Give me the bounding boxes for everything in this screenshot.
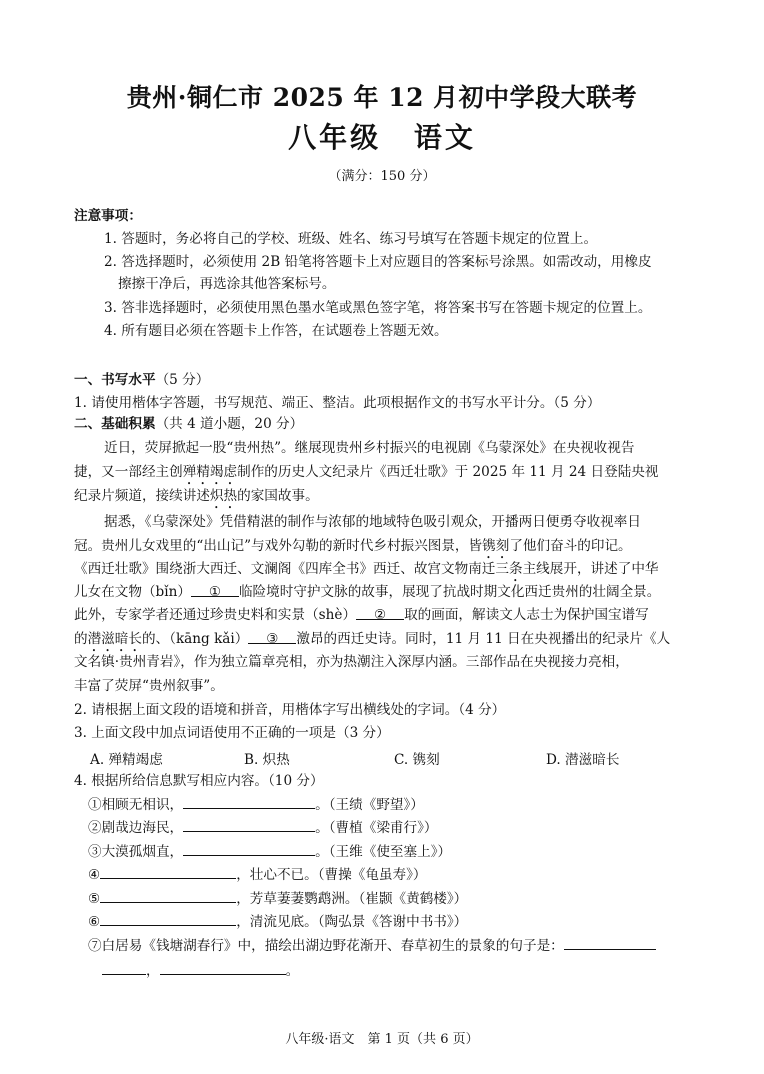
dotted-word-d: 潜滋暗长 (87, 631, 142, 647)
fill-blank-3: ③ (248, 629, 296, 644)
recite-item: ⑤ ，芳草萋萋鹦鹉洲。（崔颢《黄鹤楼》） (88, 888, 467, 909)
section2-heading: 二、基础积累（共 4 道小题，20 分） (74, 416, 304, 432)
full-score: （满分：150 分） (328, 169, 436, 184)
dotted-word-c: 镌刻 (482, 538, 510, 554)
dotted-word-a: 殚精竭虑 (182, 464, 238, 480)
passage-line: 《西迁壮歌》围绕浙大西迁、文澜阁《四库全书》西迁、故宫文物南迁三条主线展开，讲述了中华 (74, 561, 659, 577)
passage-line: 此外，专家学者还通过珍贵史料和实景（shè） ② 取的画面，解读文人志士为保护国宝谱写 (74, 607, 649, 623)
recite-blank (183, 841, 315, 856)
question-1: 1. 请使用楷体字答题，书写规范、端正、整洁。此项根据作文的书写水平计分。（5 分） (74, 395, 601, 411)
recite-blank (183, 794, 315, 809)
notice-item: 4. 所有题目必须在答题卡上作答，在试题卷上答题无效。 (104, 323, 448, 339)
option-a: A. 殚精竭虑 (90, 752, 163, 768)
passage-line: 文名镇·贵州青岩》，作为独立篇章亮相，亦为热潮注入深厚内涵。三部作品在央视接力亮相， (74, 654, 629, 670)
notice-item: 2. 答选择题时，必须使用 2B 铅笔将答题卡上对应题目的答案标号涂黑。如需改动，用橡皮 (104, 254, 652, 270)
recite-item-cont: ， 。 (102, 960, 299, 981)
question-2: 2. 请根据上面文段的语境和拼音，用楷体字写出横线处的字词。（4 分） (74, 702, 506, 718)
section1-heading: 一、书写水平（5 分） (74, 372, 210, 388)
exam-subtitle (0, 116, 764, 156)
passage-line: 儿女在文物（bǐn） ① 临险境时守护文脉的故事，展现了抗战时期文化西迁贵州的壮阔全景。 (74, 584, 661, 600)
recite-blank (183, 817, 315, 832)
recite-item: ⑥ ，清流见底。（陶弘景《答谢中书书》） (88, 911, 467, 932)
recite-item: ①相顾无相识， 。（王绩《野望》） (88, 794, 424, 815)
notice-item: 1. 答题时，务必将自己的学校、班级、姓名、练习号填写在答题卡规定的位置上。 (104, 231, 598, 247)
notice-item: 擦擦干净后，再选涂其他答案标号。 (118, 276, 336, 292)
question-3: 3. 上面文段中加点词语使用不正确的一项是（3 分） (74, 725, 390, 741)
notice-item: 3. 答非选择题时，必须使用黑色墨水笔或黑色签字笔，将答案书写在答题卡规定的位置上。 (104, 300, 652, 316)
dotted-word-tiao: 条 (509, 561, 523, 577)
passage-line: 近日，荧屏掀起一股“贵州热”。继展现贵州乡村振兴的电视剧《乌蒙深处》在央视收视告 (104, 440, 635, 456)
fill-blank-2: ② (356, 605, 404, 620)
subject-label: 语文 (413, 121, 476, 154)
grade-label: 八年级 (288, 121, 382, 154)
recite-blank (100, 911, 236, 926)
passage-line: 的潜滋暗长的、（kāng kǎi） ③ 激昂的西迁史诗。同时，11 月 11 日在央视播出的纪录片《人 (74, 631, 671, 647)
fill-blank-1: ① (191, 582, 239, 597)
notice-heading: 注意事项： (74, 208, 142, 224)
recite-blank (100, 888, 236, 903)
option-d: D. 潜滋暗长 (546, 752, 620, 768)
question-4: 4. 根据所给信息默写相应内容。（10 分） (74, 773, 324, 789)
recite-item: ④ ，壮心不已。（曹操《龟虽寿》） (88, 864, 427, 885)
passage-line: 捷，又一部经主创殚精竭虑制作的历史人文纪录片《西迁壮歌》于 2025 年 11 月 24 日登陆央视 (74, 464, 659, 480)
recite-blank (102, 960, 146, 975)
recite-item: ②剧哉边海民， 。（曹植《梁甫行》） (88, 817, 438, 838)
option-b: B. 炽热 (244, 752, 290, 768)
page-footer: 八年级·语文 第 1 页（共 6 页） (285, 1032, 479, 1047)
recite-blank (564, 935, 656, 950)
recite-blank (160, 960, 286, 975)
passage-line: 丰富了荧屏“贵州叙事”。 (74, 678, 224, 694)
option-c: C. 镌刻 (394, 752, 440, 768)
recite-item: ⑦白居易《钱塘湖春行》中，描绘出湖边野花渐开、春草初生的景象的句子是： (88, 935, 656, 956)
passage-line: 冠。贵州儿女戏里的“出山记”与戏外勾勒的新时代乡村振兴图景，皆镌刻了他们奋斗的印记。 (74, 538, 632, 554)
dotted-word-b: 炽热 (209, 488, 238, 504)
recite-item: ③大漠孤烟直， 。（王维《使至塞上》） (88, 841, 451, 862)
recite-blank (100, 864, 236, 879)
passage-line: 据悉，《乌蒙深处》凭借精湛的制作与浓郁的地域特色吸引观众，开播两日便勇夺收视率日 (104, 514, 641, 530)
exam-title: 贵州·铜仁市 2025 年 12 月初中学段大联考 (126, 83, 638, 112)
passage-line: 纪录片频道，接续讲述炽热的家国故事。 (74, 488, 319, 504)
